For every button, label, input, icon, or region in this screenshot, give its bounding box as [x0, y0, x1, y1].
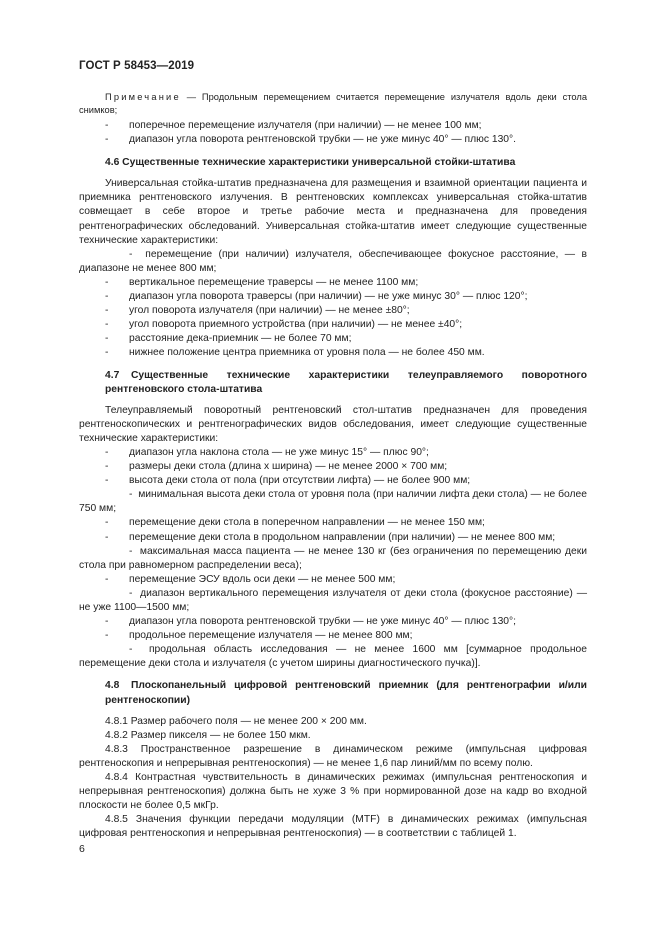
- list-item: - перемещение деки стола в поперечном направлении — не менее 150 мм;: [105, 517, 485, 529]
- list-item: - размеры деки стола (длина x ширина) — не менее 2000 × 700 мм;: [105, 461, 448, 473]
- subsection-4-8-5: 4.8.5 Значения функции передачи модуляции (MTF) в динамических режимах (импульсная цифровая рентгеноскопия и непрерывная рентгеноскопия) — в соответствии с таблицей 1.: [79, 814, 587, 840]
- list-item: - максимальная масса пациента — не менее 130 кг (без ограничения по перемещению деки стола при равномерном распределении веса);: [79, 545, 587, 571]
- document-header: ГОСТ Р 58453—2019: [79, 60, 195, 72]
- list-item: - диапазон угла наклона стола — не уже минус 15° — плюс 90°;: [105, 446, 429, 458]
- subsection-4-8-2: 4.8.2 Размер пикселя — не более 150 мкм.: [105, 729, 311, 741]
- section-title-line2: рентгеновского стола-штатива: [105, 383, 263, 395]
- page-content: [79, 91, 587, 842]
- note-paragraph: [79, 91, 587, 117]
- list-item: - минимальная высота деки стола от уровня пола (при наличии лифта деки стола) — не более 750 мм;: [79, 489, 587, 515]
- list-item: - диапазон угла поворота рентгеновской трубки — не уже минус 40° — плюс 130°.: [105, 134, 517, 146]
- note-label: Примечание: [105, 92, 181, 102]
- subsection-4-8-1: 4.8.1 Размер рабочего поля — не менее 200 × 200 мм.: [105, 715, 367, 727]
- section-intro-4-6: Универсальная стойка-штатив предназначена для размещения и взаимной ориентации пациента и приемника рентгеновского излучения. В рентгеновских комплексах универсальная стойка-штатив совмещает в себе второе и третье рабочие места и предназначена для проведения рентгенографических обследований. Универсальная стойка-штатив имеет следующие существенные технические характеристики:: [79, 178, 587, 246]
- list-item: - расстояние дека-приемник — не более 70 мм;: [105, 333, 352, 345]
- section-intro-4-7: Телеуправляемый поворотный рентгеновский стол-штатив предназначен для проведения рентгеноскопических и рентгенографических видов обследования, имеет следующие существенные технические характеристики:: [79, 404, 587, 444]
- list-item: - перемещение деки стола в продольном направлении (при наличии) — не менее 800 мм;: [105, 531, 556, 543]
- list-item: - продольное перемещение излучателя — не менее 800 мм;: [105, 630, 413, 642]
- list-item: - нижнее положение центра приемника от уровня пола — не более 450 мм.: [105, 347, 485, 359]
- subsection-4-8-4: 4.8.4 Контрастная чувствительность в динамических режимах (импульсная рентгеноскопия и непрерывная рентгеноскопия) должна быть не хуже 3 % при нормированной дозе на кадр во входной плоскости не более 0,5 мкГр.: [79, 772, 587, 812]
- section-title-line1: Плоскопанельный цифровой рентгеновский приемник (для рентгенографии и/или: [131, 680, 587, 692]
- list-item: - угол поворота излучателя (при наличии) — не менее ±80°;: [105, 305, 410, 317]
- list-item: - диапазон угла поворота траверсы (при наличии) — не уже минус 30° — плюс 120°;: [105, 291, 528, 303]
- list-item: - диапазон угла поворота рентгеновской трубки — не уже минус 40° — плюс 130°;: [105, 616, 517, 628]
- page-number: 6: [79, 843, 85, 855]
- list-item: - перемещение ЭСУ вдоль оси деки — не менее 500 мм;: [105, 573, 396, 585]
- note-text: — Продольным перемещением считается перемещение излучателя вдоль деки стола снимков;: [79, 92, 587, 115]
- section-title-line1: Существенные технические характеристики телеуправляемого поворотного: [131, 369, 587, 381]
- list-item: - поперечное перемещение излучателя (при наличии) — не менее 100 мм;: [105, 120, 482, 131]
- section-heading-4-8: [79, 679, 587, 707]
- section-title-line2: рентгеноскопии): [105, 694, 191, 706]
- list-item: - высота деки стола от пола (при отсутствии лифта) — не более 900 мм;: [105, 475, 471, 487]
- section-number: 4.8: [105, 680, 120, 692]
- section-heading-4-6: 4.6 Существенные технические характеристики универсальной стойки-штатива: [105, 157, 516, 169]
- list-item: - продольная область исследования — не менее 1600 мм [суммарное продольное перемещение деки стола и излучателя (с учетом ширины диагностического пучка)].: [79, 644, 587, 670]
- list-item: - перемещение (при наличии) излучателя, обеспечивающее фокусное расстояние, — в диапазоне не менее 800 мм;: [79, 248, 587, 274]
- section-number: 4.7: [105, 369, 120, 381]
- subsection-4-8-3: 4.8.3 Пространственное разрешение в динамическом режиме (импульсная цифровая рентгеноскопия и непрерывная рентгеноскопия) — не менее 1,6 пар линий/мм по всему полю.: [79, 743, 587, 769]
- list-item: - угол поворота приемного устройства (при наличии) — не менее ±40°;: [105, 319, 463, 331]
- section-heading-4-7: [79, 369, 587, 397]
- list-item: - вертикальное перемещение траверсы — не менее 1100 мм;: [105, 276, 419, 288]
- list-item: - диапазон вертикального перемещения излучателя от деки стола (фокусное расстояние) — не уже 1100—1500 мм;: [79, 587, 587, 613]
